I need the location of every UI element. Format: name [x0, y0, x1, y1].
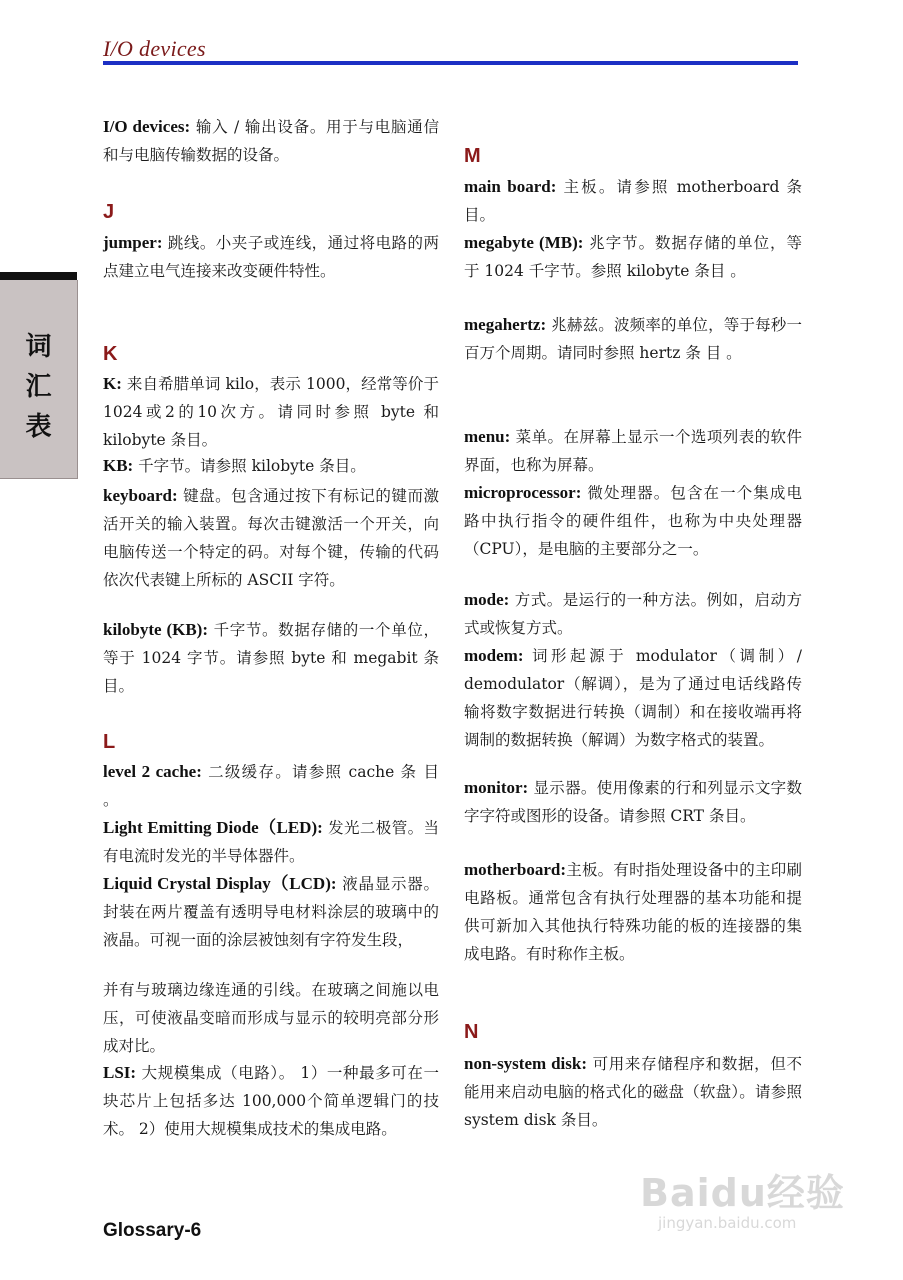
term: keyboard: — [103, 486, 178, 505]
definition: 显示器。使用像素的行和列显示文字数字字符或图形的设备。请参照 CRT 条目。 — [464, 779, 802, 825]
term: megabyte (MB): — [464, 233, 584, 252]
side-tab-char-1: 词 — [25, 332, 52, 362]
term: kilobyte (KB): — [103, 620, 209, 639]
entry-monitor — [464, 774, 802, 830]
header-rule — [103, 61, 798, 65]
definition: 来自希腊单词 kilo，表示 1000，经常等价于1024或2的10次方。请同时参照 byte 和 kilobyte 条目。 — [103, 375, 439, 449]
page-footer-label: Glossary-6 — [103, 1220, 202, 1241]
definition: 键盘。包含通过按下有标记的键而激活开关的输入装置。每次击键激活一个开关，向电脑传送一个特定的码。对每个键，传输的代码依次代表键上所标的 ASCII 字符。 — [103, 487, 439, 589]
entry-lsi — [103, 1059, 439, 1143]
entry-megabyte — [464, 229, 802, 285]
term: Liquid Crystal Display（LCD): — [103, 874, 337, 893]
definition: 千字节。请参照 kilobyte 条目。 — [133, 457, 366, 475]
watermark-url: jingyan.baidu.com — [658, 1214, 797, 1232]
term: K: — [103, 374, 122, 393]
letter-heading-l: L — [103, 731, 116, 753]
side-tab-glossary[interactable] — [0, 280, 78, 479]
entry-megahertz — [464, 311, 802, 367]
term: I/O devices: — [103, 117, 191, 136]
term: jumper: — [103, 233, 163, 252]
term: monitor: — [464, 778, 529, 797]
entry-mode — [464, 586, 802, 642]
term: LSI: — [103, 1063, 137, 1082]
term: microprocessor: — [464, 483, 582, 502]
term: motherboard: — [464, 860, 566, 879]
entry-k — [103, 370, 439, 454]
definition: 微处理器。包含在一个集成电路中执行指令的硬件组件，也称为中央处理器（CPU），是电脑的主要部分之一。 — [464, 484, 802, 558]
entry-menu — [464, 423, 802, 479]
side-tab-char-2: 汇 — [25, 372, 52, 402]
definition: 并有与玻璃边缘连通的引线。在玻璃之间施以电压，可使液晶变暗而形成与显示的较明亮部分形成对比。 — [103, 981, 439, 1055]
baidu-watermark — [640, 1160, 850, 1250]
definition: 千字节。数据存储的一个单位，等于 1024 字节。请参照 byte 和 megabit 条目。 — [103, 621, 439, 695]
term: mode: — [464, 590, 510, 609]
term: menu: — [464, 427, 511, 446]
entry-lcd — [103, 870, 439, 954]
definition: 跳线。小夹子或连线，通过将电路的两点建立电气连接来改变硬件特性。 — [103, 234, 439, 280]
entry-microprocessor — [464, 479, 802, 563]
definition: 输入 / 输出设备。用于与电脑通信和与电脑传输数据的设备。 — [103, 118, 439, 164]
term: modem: — [464, 646, 524, 665]
entry-main-board — [464, 173, 802, 229]
definition: 二级缓存。请参照 cache 条 目 。 — [103, 763, 439, 809]
entry-lcd-continued — [103, 976, 439, 1060]
entry-non-system-disk — [464, 1050, 802, 1134]
definition: 兆字节。数据存储的单位，等于 1024 千字节。参照 kilobyte 条目 。 — [464, 234, 802, 280]
letter-heading-k: K — [103, 343, 118, 365]
term: megahertz: — [464, 315, 547, 334]
definition: 兆赫兹。波频率的单位，等于每秒一百万个周期。请同时参照 hertz 条 目 。 — [464, 316, 802, 362]
entry-motherboard — [464, 856, 802, 968]
side-tab-char-3: 表 — [25, 412, 52, 442]
definition: 可用来存储程序和数据，但不能用来启动电脑的格式化的磁盘（软盘）。请参照 system disk 条目。 — [464, 1055, 802, 1129]
definition: 发光二极管。当有电流时发光的半导体器件。 — [103, 819, 439, 865]
term: KB: — [103, 456, 134, 475]
definition: 方式。是运行的一种方法。例如，启动方式或恢复方式。 — [464, 591, 802, 637]
entry-kb — [103, 452, 439, 480]
side-tab-bar — [0, 272, 77, 280]
entry-level2-cache — [103, 758, 439, 814]
term: non-system disk: — [464, 1054, 587, 1073]
page-header-title: I/O devices — [103, 36, 206, 61]
definition: 液晶显示器。封装在两片覆盖有透明导电材料涂层的玻璃中的液晶。可视一面的涂层被蚀刻有字符发生段， — [103, 875, 439, 949]
watermark-brand: Baidu经验 — [640, 1171, 845, 1215]
term: Light Emitting Diode（LED): — [103, 818, 323, 837]
letter-heading-n: N — [464, 1021, 479, 1043]
letter-heading-j: J — [103, 201, 115, 223]
definition: 菜单。在屏幕上显示一个选项列表的软件界面，也称为屏幕。 — [464, 428, 802, 474]
entry-led — [103, 814, 439, 870]
entry-keyboard — [103, 482, 439, 594]
letter-heading-m: M — [464, 145, 481, 167]
entry-modem — [464, 642, 802, 754]
definition: 主板。请参照 motherboard 条目。 — [464, 178, 802, 224]
entry-io-devices — [103, 113, 439, 169]
definition: 主板。有时指处理设备中的主印刷电路板。通常包含有执行处理器的基本功能和提供可新加入其他执行特殊功能的板的连接器的集成电路。有时称作主板。 — [464, 861, 802, 963]
term: level 2 cache: — [103, 762, 202, 781]
definition: 大规模集成（电路）。 1）一种最多可在一块芯片上包括多达 100,000个简单逻辑门的技术。 2）使用大规模集成技术的集成电路。 — [103, 1064, 439, 1138]
definition: 词形起源于 modulator（调制）/ demodulator（解调），是为了通过电话线路传输将数字数据进行转换（调制）和在接收端再将调制的数据转换（解调）为数字格式的装置。 — [464, 647, 802, 749]
entry-jumper — [103, 229, 439, 285]
entry-kilobyte — [103, 616, 439, 700]
term: main board: — [464, 177, 557, 196]
